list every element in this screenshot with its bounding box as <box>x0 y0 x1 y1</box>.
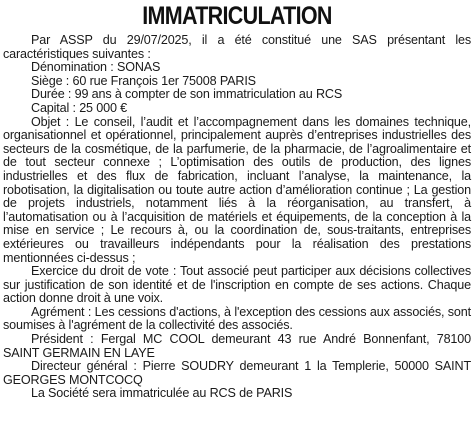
siege-line: Siège : 60 rue François 1er 75008 PARIS <box>31 73 256 88</box>
capital-line: Capital : 25 000 € <box>31 100 128 115</box>
droit-de-vote-paragraph: Exercice du droit de vote : Tout associé peut participer aux décisions collectives sur justification de son identité et de l'inscription en compte de ses actions. Chaque action donne droit à une voix. <box>3 264 471 306</box>
notice-intro-paragraph: Par ASSP du 29/07/2025, il a été constitué une SAS présentant les caractéristiques suivantes : <box>3 33 471 61</box>
duree-line: Durée : 99 ans à compter de son immatriculation au RCS <box>31 87 343 102</box>
notice-title: IMMATRICULATION <box>142 2 332 30</box>
rcs-line: La Société sera immatriculée au RCS de PARIS <box>31 386 293 401</box>
president-paragraph: Président : Fergal MC COOL demeurant 43 rue André Bonnenfant, 78100 SAINT GERMAIN EN LAYE <box>3 332 471 360</box>
agrement-paragraph: Agrément : Les cessions d'actions, à l'exception des cessions aux associés, sont soumises à l'agrément de la collectivité des associés. <box>3 304 471 333</box>
directeur-general-paragraph: Directeur général : Pierre SOUDRY demeurant 1 la Templerie, 50000 SAINT GEORGES MONTCOCQ <box>3 359 471 387</box>
denomination-line: Dénomination : SONAS <box>31 60 161 75</box>
objet-paragraph: Objet : Le conseil, l’audit et l’accompagnement dans les domaines technique, organisationnel et opérationnel, principalement auprès d’entreprises industrielles des secteurs de la cosmétique, de la parfumerie, de la pharmacie, de l’agroalimentaire et de tout secteur connexe ; L’optimisation des outils de production, des lignes industrielles et des flux de fabrication, incluant l’analyse, la maintenance, la robotisation, la digitalisation ou toute autre action d’amélioration continue ; La gestion de projets industriels, notamment liés à la réorganisation, au transfert, à l’automatisation ou à l’acquisition de matériels et équipements, de la conception à la mise en service ; Le recours à, ou la coordination de, sous-traitants, entreprises extérieures ou travailleurs indépendants pour la réalisation des prestations mentionnées ci-dessus ; <box>3 114 471 265</box>
